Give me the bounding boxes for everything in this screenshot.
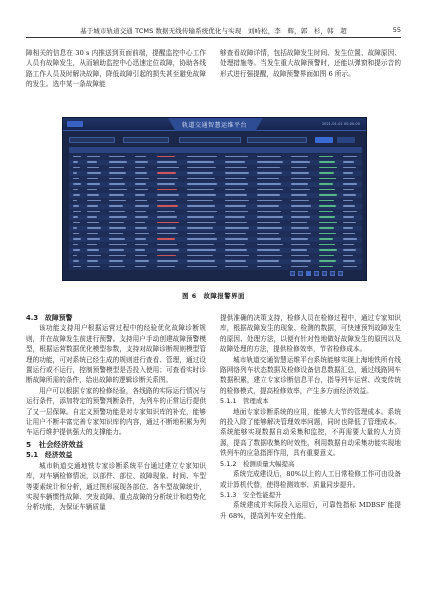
table-cell: [187, 172, 213, 174]
table-cell: [87, 227, 101, 229]
table-cell: [109, 205, 123, 207]
paragraph: 地面专家诊断系统的应用，能够大大节约管理成本。系统的投入除了能够解决管理效率问题，同时也降低了管理成本。系统能够实现数据自动采集和监控，不再需要大量的人力资源，提高了数据收集的时效性，利用数据自动采集功能实现地铁列车的应急指挥作用，具有重要意义。: [220, 407, 401, 458]
table-cell: [87, 222, 99, 224]
table-cell: [291, 178, 311, 180]
table-cell: [157, 216, 177, 218]
paragraph: 城市轨道交通智慧运维平台系统能够实现上海地铁所有线路网络列车状态数据及检修设备信息数据汇总，通过线路网车数据积累，建立专家诊断信息平台，指导列车运营、改变传统的检修模式，提高检修效率，产生多方面经济效益。: [220, 355, 401, 395]
table-cell: [73, 227, 77, 229]
table-cell: [319, 189, 335, 191]
table-cell: [187, 238, 217, 240]
clock: 2021-01-01 00:00:00: [321, 121, 360, 126]
table-cell: [291, 249, 307, 251]
table-cell: [319, 211, 333, 213]
subsection-heading: 5.1.2 检测质量大幅提高: [220, 459, 295, 468]
table-cell: [225, 244, 245, 246]
section-heading: 4.3 故障预警: [26, 314, 73, 322]
table-cell: [109, 200, 126, 202]
paragraph: 系统建成并实际投入运用后，可靠性指标 MDBSF 能提升 68%，提高列车安全性能。: [220, 501, 401, 520]
app-title: 轨道交通智慧运维平台: [181, 122, 248, 129]
table-cell: [225, 189, 245, 191]
table-cell: [343, 172, 353, 174]
table-cell: [319, 255, 334, 257]
table-cell: [225, 183, 248, 185]
table-cell: [343, 194, 356, 196]
table-cell: [319, 172, 334, 174]
table-cell: [257, 244, 283, 246]
table-cell: [157, 238, 175, 240]
table-cell: [319, 183, 333, 185]
table-cell: [157, 222, 179, 224]
table-cell: [73, 216, 78, 218]
table-cell: [225, 200, 249, 202]
table-cell: [109, 194, 124, 196]
table-cell: [87, 167, 99, 169]
table-cell: [87, 238, 100, 240]
table-cell: [257, 172, 282, 174]
table-cell: [319, 167, 337, 169]
table-cell: [319, 244, 335, 246]
date-input[interactable]: [247, 137, 307, 143]
table-cell: [225, 156, 248, 158]
table-cell: [343, 266, 357, 268]
table-cell: [87, 244, 97, 246]
table-cell: [225, 238, 248, 240]
table-cell: [135, 167, 145, 169]
table-cell: [225, 233, 246, 235]
table-cell: [87, 249, 99, 251]
table-cell: [135, 255, 147, 257]
table-cell: [135, 244, 148, 246]
table-cell: [343, 216, 354, 218]
table-cell: [109, 167, 124, 169]
table-cell: [343, 255, 353, 257]
table-cell: [157, 194, 179, 196]
table-cell: [225, 167, 247, 169]
table-cell: [319, 178, 336, 180]
table-cell: [135, 200, 147, 202]
table-cell: [73, 266, 81, 268]
table-cell: [343, 211, 357, 213]
right-column-top: [220, 48, 401, 79]
table-cell: [257, 222, 280, 224]
table-cell: [291, 172, 309, 174]
table-cell: [135, 238, 146, 240]
table-cell: [73, 205, 79, 207]
table-cell: [291, 216, 310, 218]
table-cell: [87, 205, 98, 207]
table-cell: [157, 200, 176, 202]
subsection-heading: 5.1.1 管理成本: [220, 397, 269, 406]
table-cell: [187, 260, 215, 262]
table-cell: [343, 249, 356, 251]
table-cell: [73, 233, 79, 235]
table-cell: [157, 172, 176, 174]
table-cell: [135, 249, 145, 251]
table-cell: [225, 172, 249, 174]
table-cell: [109, 156, 125, 158]
table-cell: [319, 205, 336, 207]
table-cell: [257, 205, 279, 207]
subsection-heading: 5.1.3 安全性能提升: [220, 490, 282, 499]
table-cell: [257, 178, 279, 180]
table-cell: [225, 249, 247, 251]
table-cell: [343, 200, 353, 202]
fault-table: [69, 147, 362, 270]
table-cell: [135, 172, 147, 174]
table-cell: [157, 167, 179, 169]
table-cell: [135, 156, 146, 158]
table-cell: [343, 227, 353, 229]
table-cell: [135, 216, 148, 218]
table-cell: [187, 205, 215, 207]
table-cell: [135, 260, 149, 262]
table-cell: [319, 233, 336, 235]
table-cell: [291, 156, 308, 158]
table-cell: [319, 238, 333, 240]
table-cell: [319, 156, 333, 158]
table-cell: [109, 249, 124, 251]
table-cell: [73, 260, 79, 262]
table-cell: [291, 205, 311, 207]
running-header: 基于城市轨道交通 TCMS 数据无线传输系统优化与实现 刘峙松，李 辉，郭 杉，韩 超: [80, 27, 347, 35]
table-cell: [87, 172, 101, 174]
table-cell: [291, 255, 309, 257]
table-cell: [225, 222, 247, 224]
table-cell: [343, 244, 354, 246]
table-cell: [187, 266, 217, 268]
table-cell: [109, 178, 123, 180]
table-cell: [291, 238, 308, 240]
table-cell: [187, 227, 213, 229]
table-cell: [291, 222, 307, 224]
table-cell: [157, 233, 178, 235]
table-cell: [257, 183, 281, 185]
table-cell: [291, 167, 307, 169]
table-cell: [319, 200, 334, 202]
table-cell: [157, 211, 175, 213]
paragraph: 够查看故障详情，包括故障发生时间、发生位置、故障原因、处理措施等。当发生重大故障预警时，还能以弹窗和提示音的形式进行强提醒，故障预警界面如图 6 所示。: [220, 49, 401, 78]
table-cell: [157, 249, 179, 251]
table-cell: [225, 216, 245, 218]
table-cell: [157, 244, 177, 246]
table-cell: [187, 200, 213, 202]
table-cell: [291, 200, 309, 202]
table-cell: [291, 233, 311, 235]
table-cell: [87, 194, 99, 196]
paragraph: 障相关的信息在 30 s 内推送到页面前端，提醒监控中心工作人员有故障发生，从而辅助监控中心迅速定位故障，协助各线路工作人员及时解决故障，降低故障引起的损失甚至避免故障的发生。选中某一条故障能: [26, 49, 206, 89]
fault-alarm-screenshot: [62, 117, 367, 281]
table-cell: [225, 266, 248, 268]
table-cell: [109, 189, 127, 191]
table-cell: [109, 172, 126, 174]
table-cell: [73, 244, 78, 246]
table-cell: [291, 194, 307, 196]
page-header: [26, 26, 401, 38]
table-cell: [73, 194, 80, 196]
table-cell: [319, 260, 336, 262]
table-cell: [109, 255, 126, 257]
table-cell: [319, 266, 333, 268]
table-cell: [291, 244, 310, 246]
table-cell: [157, 178, 178, 180]
table-cell: [257, 238, 281, 240]
table-cell: [291, 227, 309, 229]
table-cell: [257, 233, 279, 235]
table-cell: [73, 222, 80, 224]
paragraph: 该功能支持用户根据运营过程中的经验优化故障诊断规则，并在故障发生前进行预警。支持用户手动创建故障预警模型，根据运营数据优化模型参数，支持对故障诊断规则模型管理的功能，可对系统已经生成的规则进行查看、管理，通过设置运行或不运行，控制预警模型是否投入使用；可查看实时诊断故障所需的条件，给出故障的逻辑诊断关系图。: [26, 324, 206, 385]
table-cell: [319, 216, 335, 218]
table-cell: [87, 156, 100, 158]
table-cell: [157, 183, 175, 185]
table-cell: [87, 266, 100, 268]
table-cell: [87, 189, 97, 191]
table-cell: [157, 161, 177, 163]
table-cell: [225, 194, 247, 196]
table-cell: [109, 211, 125, 213]
table-cell: [187, 167, 216, 169]
page-number: 55: [392, 26, 401, 34]
table-cell: [87, 255, 101, 257]
table-cell: [135, 222, 145, 224]
table-cell: [187, 156, 217, 158]
left-column-top: [26, 48, 206, 90]
table-cell: [257, 266, 281, 268]
paragraph: 城市轨道交通地铁专家诊断系统平台通过建立专家知识库，对车辆检修情况，以部件、部位、故障现象、时间、车型等要素统计和分析，通过图形展现各部位、各车型故障统计，实现车辆惯性故障、突发故障、重点故障的分析统计和趋势化分析功能，为保证车辆质量: [26, 461, 206, 512]
table-cell: [157, 260, 178, 262]
table-cell: [257, 194, 280, 196]
table-cell: [343, 233, 355, 235]
table-cell: [257, 156, 281, 158]
table-cell: [319, 227, 334, 229]
table-cell: [73, 200, 77, 202]
table-cell: [87, 211, 100, 213]
table-cell: [343, 222, 356, 224]
search-button[interactable]: [315, 137, 333, 143]
date-input[interactable]: [179, 137, 241, 143]
table-cell: [319, 249, 337, 251]
table-cell: [343, 260, 355, 262]
table-cell: [343, 189, 354, 191]
table-cell: [135, 189, 148, 191]
table-cell: [225, 161, 245, 163]
table-cell: [187, 244, 214, 246]
table-cell: [135, 233, 149, 235]
table-cell: [257, 161, 283, 163]
table-cell: [135, 183, 146, 185]
table-cell: [73, 172, 77, 174]
table-cell: [157, 255, 176, 257]
table-cell: [225, 260, 246, 262]
table-cell: [343, 161, 354, 163]
table-cell: [225, 211, 248, 213]
table-cell: [73, 211, 81, 213]
table-cell: [291, 189, 310, 191]
table-cell: [157, 189, 177, 191]
reset-button[interactable]: [337, 137, 355, 143]
table-cell: [343, 238, 357, 240]
table-cell: [319, 222, 337, 224]
table-cell: [135, 227, 147, 229]
table-cell: [187, 189, 214, 191]
right-column-bottom: [220, 313, 401, 521]
table-cell: [291, 161, 310, 163]
table-cell: [73, 183, 81, 185]
table-cell: [257, 260, 279, 262]
table-cell: [87, 178, 98, 180]
paragraph: 提供准确的决策支持，检修人员在检修过程中，通过专家知识库，根据故障发生的现象、检测的数据，可快速预判故障发生的原因、处理方法，以便有针对性地做好故障发生的原因以及故障处理的方法，提供检修效率，节省检修成本。: [220, 314, 401, 354]
table-cell: [135, 205, 149, 207]
table-cell: [257, 189, 283, 191]
table-cell: [109, 227, 126, 229]
table-cell: [225, 178, 246, 180]
table-cell: [187, 178, 215, 180]
table-cell: [87, 233, 98, 235]
filter-bar: [69, 135, 362, 144]
filter-input[interactable]: [69, 137, 115, 143]
table-cell: [257, 167, 280, 169]
table-cell: [87, 260, 98, 262]
table-cell: [257, 249, 280, 251]
paragraph: 系统完成建设后，80%以上的人工日常检修工作可由设备或计算机代替，使得检测效率、质量同步提升。: [220, 470, 401, 489]
table-cell: [343, 205, 355, 207]
table-cell: [157, 266, 175, 268]
table-cell: [73, 249, 80, 251]
table-cell: [73, 189, 78, 191]
table-cell: [73, 156, 81, 158]
table-cell: [157, 156, 175, 158]
table-cell: [109, 222, 124, 224]
table-cell: [73, 161, 78, 163]
filter-input[interactable]: [123, 137, 169, 143]
table-cell: [343, 183, 357, 185]
figure-caption: 图 6 故障报警界面: [182, 292, 245, 300]
paragraph: 用户可以根据专家的检修经验，各线路的实际运行情况与运行条件，添加特定的预警判断条件，为列车的正常运行提供了又一层保障。自定义预警功能是对专家知识库的补充，能够让用户不断丰富完善专家知识库的内容，通过不断地积累为列车运行维护提供强大的支撑能力。: [26, 386, 206, 437]
table-cell: [319, 194, 337, 196]
logo-icon: [67, 121, 83, 127]
table-cell: [187, 183, 217, 185]
table-cell: [291, 211, 308, 213]
table-cell: [135, 161, 148, 163]
table-cell: [187, 161, 214, 163]
table-cell: [109, 260, 123, 262]
pagination[interactable]: [290, 271, 360, 276]
table-cell: [257, 227, 282, 229]
table-cell: [343, 156, 357, 158]
table-cell: [343, 178, 355, 180]
table-cell: [135, 266, 146, 268]
table-cell: [257, 211, 281, 213]
table-cell: [225, 255, 249, 257]
table-cell: [87, 200, 101, 202]
table-cell: [109, 238, 125, 240]
table-cell: [73, 178, 79, 180]
table-cell: [109, 161, 127, 163]
table-cell: [225, 205, 246, 207]
table-cell: [187, 233, 215, 235]
table-cell: [291, 183, 308, 185]
table-cell: [157, 205, 178, 207]
table-cell: [135, 178, 149, 180]
table-cell: [257, 255, 282, 257]
table-cell: [319, 161, 335, 163]
table-cell: [225, 227, 249, 229]
table-cell: [73, 167, 80, 169]
table-row[interactable]: [69, 264, 362, 270]
table-cell: [87, 183, 100, 185]
table-cell: [109, 244, 127, 246]
table-cell: [343, 167, 356, 169]
table-cell: [291, 266, 308, 268]
table-cell: [109, 183, 125, 185]
table-cell: [87, 161, 97, 163]
table-header: [69, 147, 362, 153]
table-cell: [187, 216, 214, 218]
section-heading: 5 社会经济效益: [26, 439, 84, 449]
table-cell: [187, 211, 217, 213]
section-heading: 5.1 经济效益: [26, 451, 73, 460]
table-cell: [187, 255, 213, 257]
table-cell: [291, 260, 311, 262]
table-cell: [135, 211, 146, 213]
table-cell: [109, 266, 125, 268]
table-cell: [109, 233, 123, 235]
table-cell: [257, 216, 283, 218]
table-cell: [73, 238, 81, 240]
table-cell: [87, 216, 97, 218]
table-cell: [157, 227, 176, 229]
left-column-bottom: [26, 313, 206, 513]
table-cell: [109, 216, 127, 218]
table-cell: [73, 255, 77, 257]
table-cell: [135, 194, 145, 196]
table-cell: [257, 200, 282, 202]
table-cell: [187, 222, 216, 224]
app-topbar: [63, 118, 366, 131]
table-cell: [187, 194, 216, 196]
table-cell: [187, 249, 216, 251]
